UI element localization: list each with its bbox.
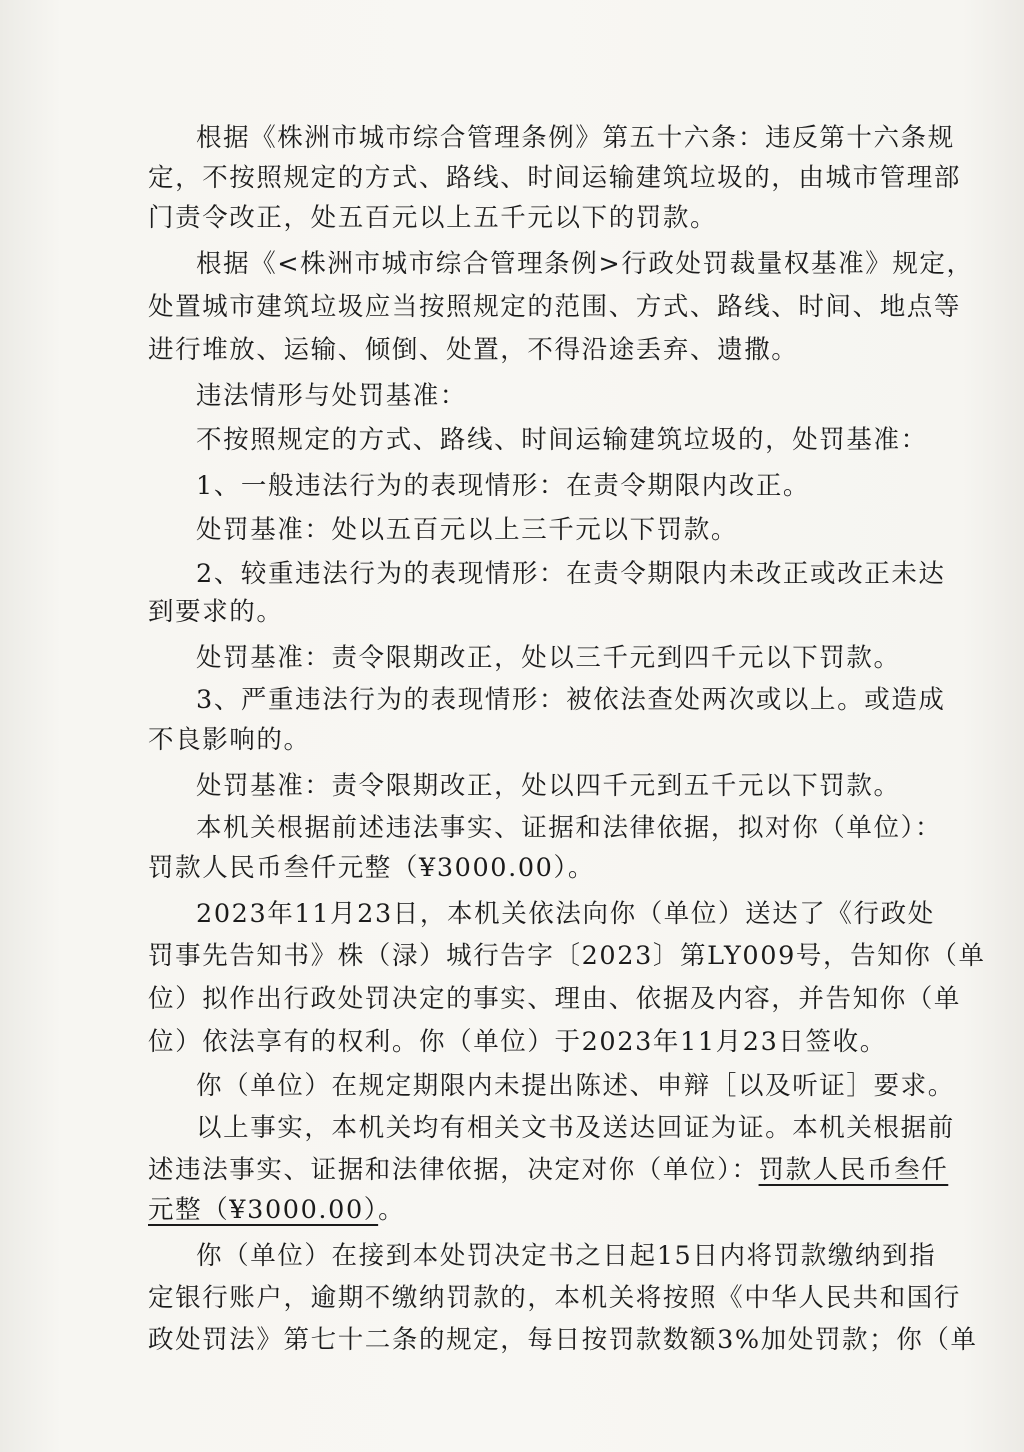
text-line: 定，不按照规定的方式、路线、时间运输建筑垃圾的，由城市管理部	[148, 163, 962, 193]
text-line: 罚款人民币叁仟元整（¥3000.00）。	[148, 853, 595, 883]
text-line: 位）依法享有的权利。你（单位）于2023年11月23日签收。	[148, 1027, 887, 1057]
text-line: 违法情形与处罚基准：	[196, 381, 468, 411]
text-line: 处罚基准：责令限期改正，处以四千元到五千元以下罚款。	[196, 771, 901, 801]
text-line: 根据《<株洲市城市综合管理条例>行政处罚裁量权基准》规定，	[196, 249, 974, 279]
text-line: 处罚基准：责令限期改正，处以三千元到四千元以下罚款。	[196, 643, 901, 673]
text-line: 你（单位）在规定期限内未提出陈述、申辩［以及听证］要求。	[196, 1071, 955, 1101]
text-line: 本机关根据前述违法事实、证据和法律依据，拟对你（单位）：	[196, 813, 943, 843]
text-line: 根据《株洲市城市综合管理条例》第五十六条：违反第十六条规	[196, 123, 955, 153]
text-line: 1、一般违法行为的表现情形：在责令期限内改正。	[196, 471, 811, 501]
text-line: 2023年11月23日，本机关依法向你（单位）送达了《行政处	[196, 899, 935, 929]
text-line: 你（单位）在接到本处罚决定书之日起15日内将罚款缴纳到指	[196, 1241, 937, 1271]
text-line: 定银行账户，逾期不缴纳罚款的，本机关将按照《中华人民共和国行	[148, 1283, 962, 1313]
text-segment: 述违法事实、证据和法律依据，决定对你（单位）：	[148, 1155, 759, 1185]
text-line: 罚事先告知书》株（渌）城行告字〔2023〕第LY009号，告知你（单	[148, 941, 986, 971]
text-line: 不良影响的。	[148, 725, 311, 755]
text-line: 位）拟作出行政处罚决定的事实、理由、依据及内容，并告知你（单	[148, 984, 962, 1014]
text-line: 2、较重违法行为的表现情形：在责令期限内未改正或改正未达	[196, 559, 946, 589]
text-line: 3、严重违法行为的表现情形：被依法查处两次或以上。或造成	[196, 685, 946, 715]
text-line: 以上事实，本机关均有相关文书及送达回证为证。本机关根据前	[196, 1113, 955, 1143]
text-segment: 。	[378, 1195, 406, 1225]
text-line: 处罚基准：处以五百元以上三千元以下罚款。	[196, 515, 739, 545]
text-line: 进行堆放、运输、倾倒、处置，不得沿途丢弃、遗撒。	[148, 335, 799, 365]
text-line: 不按照规定的方式、路线、时间运输建筑垃圾的，处罚基准：	[196, 425, 928, 455]
text-line: 政处罚法》第七十二条的规定，每日按罚款数额3%加处罚款；你（单	[148, 1325, 978, 1355]
text-line-with-underline	[148, 1150, 948, 1190]
text-line-with-underline	[148, 1190, 405, 1230]
underlined-fine-amount: 罚款人民币叁仟	[758, 1155, 949, 1185]
text-line: 门责令改正，处五百元以上五千元以下的罚款。	[148, 203, 718, 233]
underlined-fine-amount: 元整（¥3000.00）	[148, 1195, 379, 1225]
text-line: 到要求的。	[148, 597, 284, 627]
text-line: 处置城市建筑垃圾应当按照规定的范围、方式、路线、时间、地点等	[148, 292, 962, 322]
